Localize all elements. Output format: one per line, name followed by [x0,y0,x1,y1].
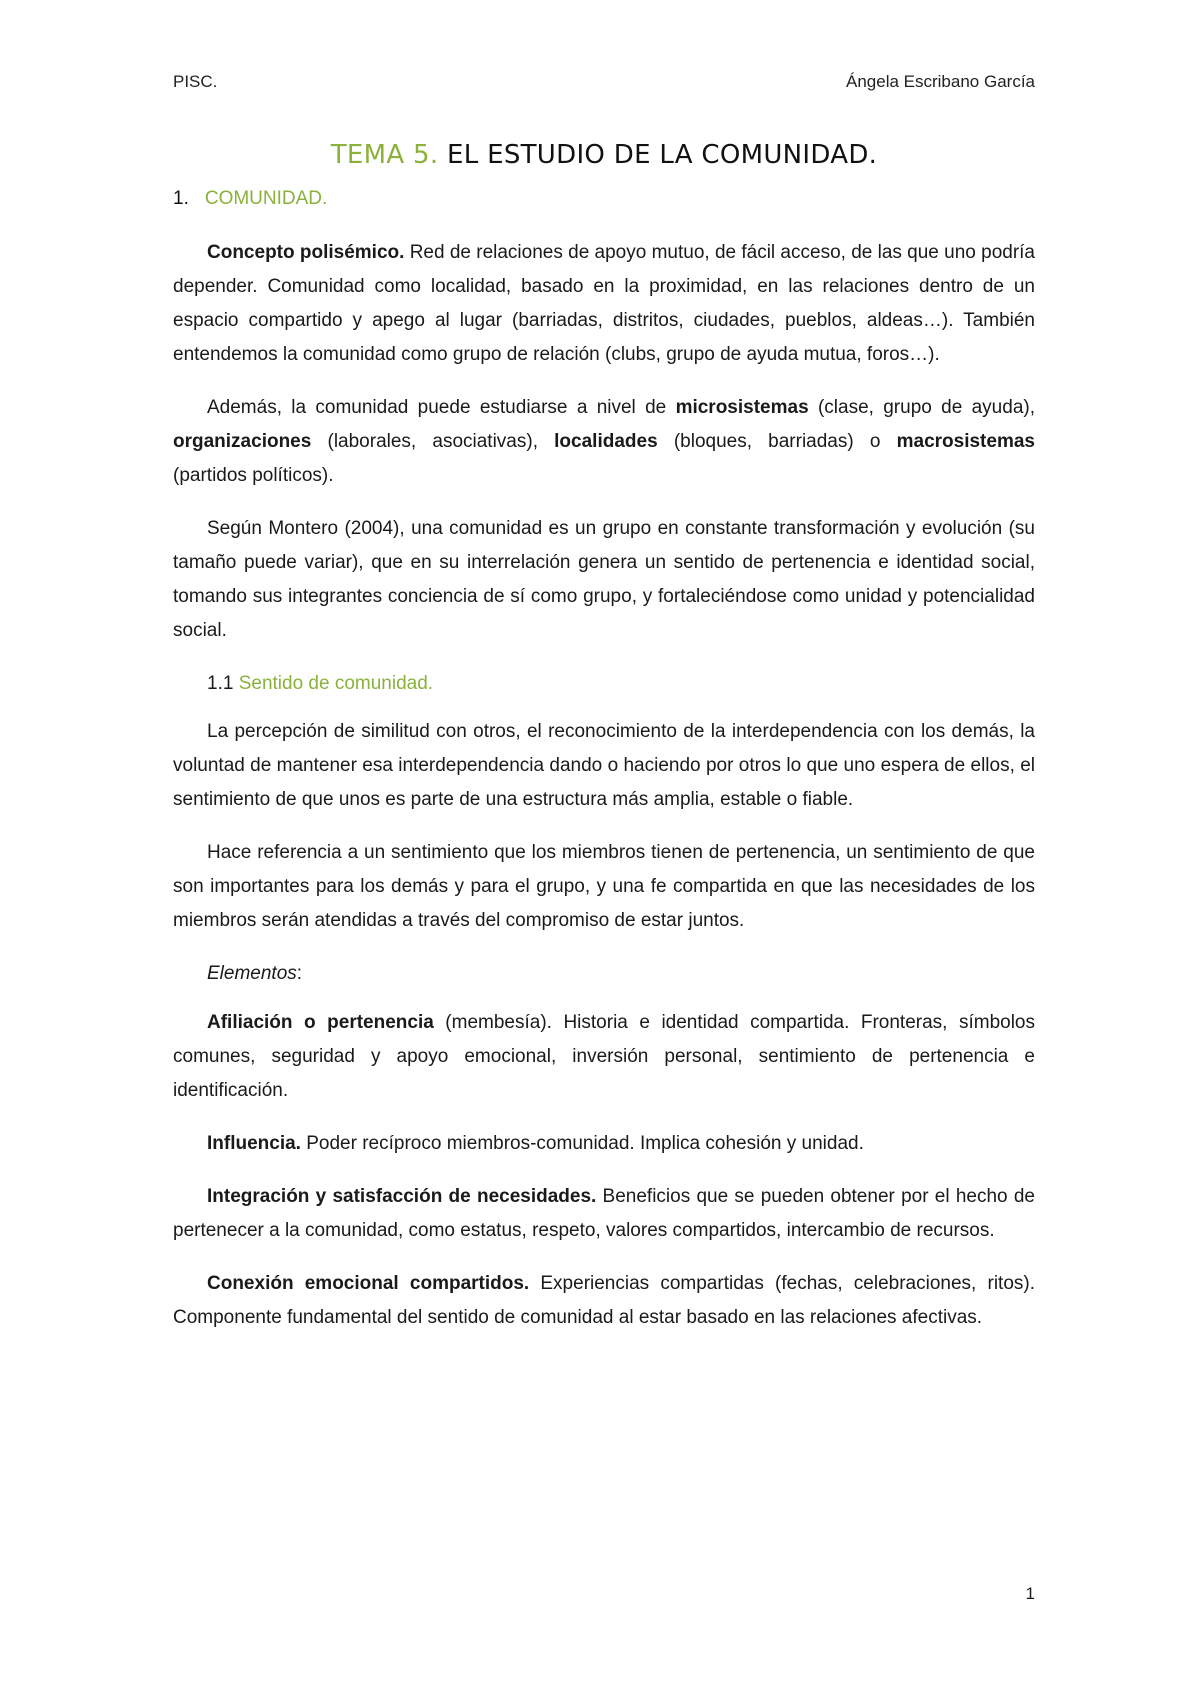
paragraph-2-text-5: (partidos políticos). [173,465,334,486]
elements-colon: : [296,963,303,984]
paragraph-2-bold-2: organizaciones [173,431,312,452]
paragraph-6 [173,1006,1035,1108]
title-accent: TEMA 5. [330,140,439,170]
section-label: COMUNIDAD. [204,188,328,209]
header-left: PISC. [173,72,218,91]
paragraph-8-text: Beneficios que se pueden obtener por el hecho de pertenecer a la comunidad, como estatus, respeto, valores compartidos, intercambio de recursos. [173,1186,1035,1241]
paragraph-2 [173,391,1035,493]
paragraph-4: La percepción de similitud con otros, el reconocimiento de la interdependencia con los demás, la voluntad de mantener esa interdependencia dando o haciendo por otros lo que uno espera de ellos, el sentimiento de que unos es parte de una estructura más amplia, estable o fiable. [173,721,1035,810]
paragraph-9-bold: Conexión emocional compartidos. [207,1273,530,1294]
subsection-label: Sentido de comunidad. [238,673,434,694]
page-title [173,140,1035,170]
paragraph-7 [173,1127,1035,1161]
paragraph-7-bold: Influencia. [207,1133,301,1154]
paragraph-2-bold-3: localidades [554,431,658,452]
paragraph-2-bold-4: macrosistemas [896,431,1035,452]
paragraph-6-text: (membesía). Historia e identidad compartida. Fronteras, símbolos comunes, seguridad y apoyo emocional, inversión personal, sentimiento de pertenencia e identificación. [173,1012,1035,1101]
header-right: Ángela Escribano García [846,72,1035,91]
paragraph-9-text: Experiencias compartidas (fechas, celebraciones, ritos). Componente fundamental del sentido de comunidad al estar basado en las relaciones afectivas. [173,1273,1035,1328]
title-main: EL ESTUDIO DE LA COMUNIDAD. [447,140,878,170]
paragraph-2-text-1: Además, la comunidad puede estudiarse a nivel de [207,397,676,418]
paragraph-1 [173,236,1035,372]
page-header [173,72,1035,92]
elements-label [173,957,1035,991]
paragraph-2-text-3: (laborales, asociativas), [311,431,555,452]
paragraph-1-text: Red de relaciones de apoyo mutuo, de fácil acceso, de las que uno podría depender. Comunidad como localidad, basado en la proximidad, en las relaciones dentro de un espacio compartido y apego al lugar (barriadas, distritos, ciudades, pueblos, aldeas…). También entendemos la comunidad como grupo de relación (clubs, grupo de ayuda mutua, foros…). [173,242,1036,365]
paragraph-3: Según Montero (2004), una comunidad es un grupo en constante transformación y evolución (su tamaño puede variar), que en su interrelación genera un sentido de pertenencia e identidad social, tomando sus integrantes conciencia de sí como grupo, y fortaleciéndose como unidad y potencialidad social. [173,518,1035,641]
paragraph-6-bold: Afiliación o pertenencia [207,1012,434,1033]
page-number: 1 [1025,1584,1035,1603]
paragraph-2-bold-1: microsistemas [675,397,809,418]
subsection-number: 1.1 [207,673,234,694]
section-heading-1 [173,188,1035,210]
section-heading-1-1 [173,667,1035,701]
paragraph-8 [173,1180,1035,1248]
paragraph-2-text-2: (clase, grupo de ayuda), [808,397,1035,418]
paragraph-1-bold: Concepto polisémico. [207,242,405,263]
paragraph-8-bold: Integración y satisfacción de necesidades. [207,1186,597,1207]
paragraph-2-text-4: (bloques, barriadas) o [657,431,897,452]
document-body [173,140,1035,1354]
paragraph-5: Hace referencia a un sentimiento que los miembros tienen de pertenencia, un sentimiento de que son importantes para los demás y para el grupo, y una fe compartida en que las necesidades de los miembros serán atendidas a través del compromiso de estar juntos. [173,842,1035,931]
section-number: 1. [173,188,189,209]
elements-label-text: Elementos [207,963,297,984]
paragraph-9 [173,1267,1035,1335]
paragraph-7-text: Poder recíproco miembros-comunidad. Implica cohesión y unidad. [300,1133,864,1154]
